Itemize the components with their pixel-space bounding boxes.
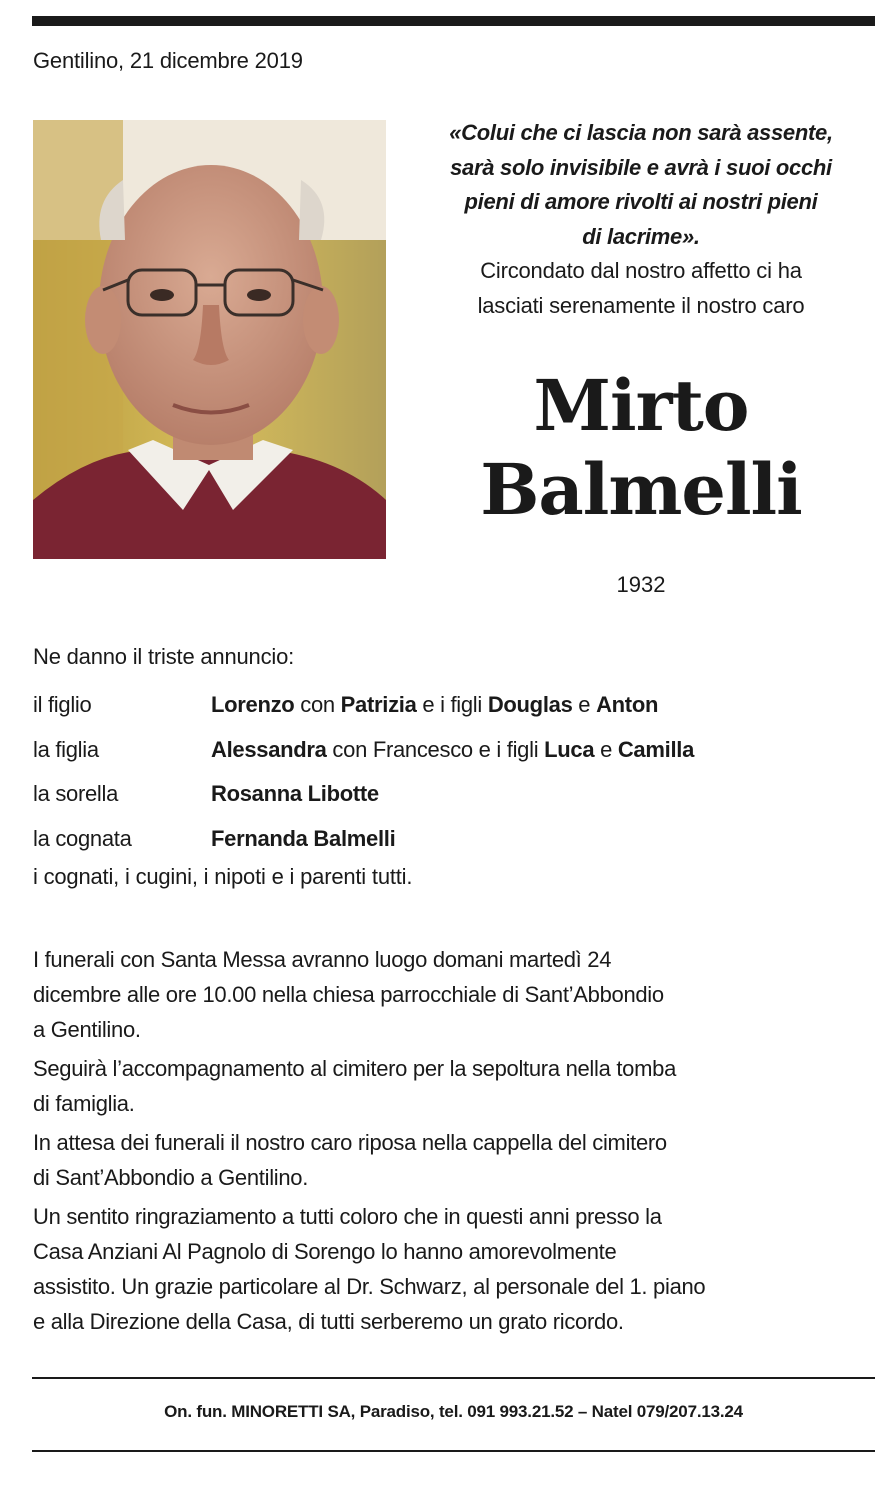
quote-line: di lacrime».: [582, 223, 700, 249]
relative-row: [33, 728, 873, 773]
funeral-line: e alla Direzione della Casa, di tutti serberemo un grato ricordo.: [33, 1309, 624, 1334]
funeral-line: di Sant’Abbondio a Gentilino.: [33, 1165, 309, 1190]
relative-name: Anton: [596, 692, 659, 718]
undertaker-info: On. fun. MINORETTI SA, Paradiso, tel. 091 993.21.52 – Natel 079/207.13.24: [164, 1402, 743, 1421]
relative-row: [33, 772, 873, 817]
relative-connector: e: [572, 692, 597, 718]
relative-name: Rosanna Libotte: [211, 781, 379, 807]
relative-role: la sorella: [33, 781, 119, 807]
birth-year: 1932: [616, 572, 666, 597]
relative-connector: e i figli: [416, 692, 488, 718]
first-name: Mirto: [533, 364, 749, 447]
quote-line: «Colui che ci lascia non sarà assente,: [449, 120, 833, 145]
funeral-details: [33, 942, 868, 1343]
relative-name: Luca: [544, 736, 595, 762]
relative-connector: e: [594, 736, 618, 762]
funeral-line: Seguirà l’accompagnamento al cimitero per la sepoltura nella tomba: [33, 1056, 677, 1081]
relative-names: [211, 692, 658, 718]
funeral-line: I funerali con Santa Messa avranno luogo domani martedì 24: [33, 947, 612, 972]
funeral-paragraph: [33, 1051, 868, 1121]
place-date: Gentilino, 21 dicembre 2019: [33, 48, 303, 73]
footer-rule-top: [32, 1377, 875, 1379]
quote-block: [410, 116, 872, 323]
intro-line: lasciati serenamente il nostro caro: [477, 292, 805, 318]
funeral-line: Un sentito ringraziamento a tutti coloro che in questi anni presso la: [33, 1204, 662, 1229]
relative-name: Alessandra: [211, 736, 327, 762]
relative-role: la figlia: [33, 736, 99, 762]
relative-name: Camilla: [617, 736, 695, 762]
deceased-name: [410, 364, 872, 532]
funeral-line: dicembre alle ore 10.00 nella chiesa parrocchiale di Sant’Abbondio: [33, 982, 664, 1007]
funeral-paragraph: [33, 942, 868, 1047]
relative-role: il figlio: [33, 692, 92, 718]
relative-name: Lorenzo: [211, 692, 295, 718]
relatives-closing: i cognati, i cugini, i nipoti e i parenti tutti.: [33, 864, 413, 889]
funeral-line: In attesa dei funerali il nostro caro riposa nella cappella del cimitero: [33, 1130, 667, 1155]
relative-row: [33, 817, 873, 862]
funeral-line: a Gentilino.: [33, 1017, 141, 1042]
relative-name: Fernanda Balmelli: [211, 825, 396, 851]
relative-names: [211, 826, 395, 852]
intro-line: Circondato dal nostro affetto ci ha: [480, 258, 802, 283]
relative-connector: con Francesco e i figli: [326, 736, 545, 762]
funeral-line: di famiglia.: [33, 1091, 135, 1116]
relative-names: [211, 737, 694, 763]
funeral-line: assistito. Un grazie particolare al Dr. Schwarz, al personale del 1. piano: [33, 1274, 706, 1299]
relative-role: la cognata: [33, 825, 132, 851]
relatives-list: [33, 683, 873, 861]
relative-row: [33, 683, 873, 728]
footer-rule-bottom: [32, 1450, 875, 1452]
relative-name: Patrizia: [340, 692, 417, 718]
announcement-intro: Ne danno il triste annuncio:: [33, 644, 295, 669]
portrait-photo: [33, 120, 386, 559]
relative-connector: con: [294, 692, 341, 718]
quote-line: sarà solo invisibile e avrà i suoi occhi: [450, 154, 832, 180]
last-name: Balmelli: [480, 448, 802, 531]
funeral-paragraph: [33, 1199, 868, 1339]
top-border: [32, 16, 875, 26]
relative-name: Douglas: [487, 692, 573, 718]
quote-line: pieni di amore rivolti ai nostri pieni: [464, 189, 818, 214]
funeral-line: Casa Anziani Al Pagnolo di Sorengo lo hanno amorevolmente: [33, 1239, 617, 1264]
relative-names: [211, 781, 379, 807]
funeral-paragraph: [33, 1125, 868, 1195]
